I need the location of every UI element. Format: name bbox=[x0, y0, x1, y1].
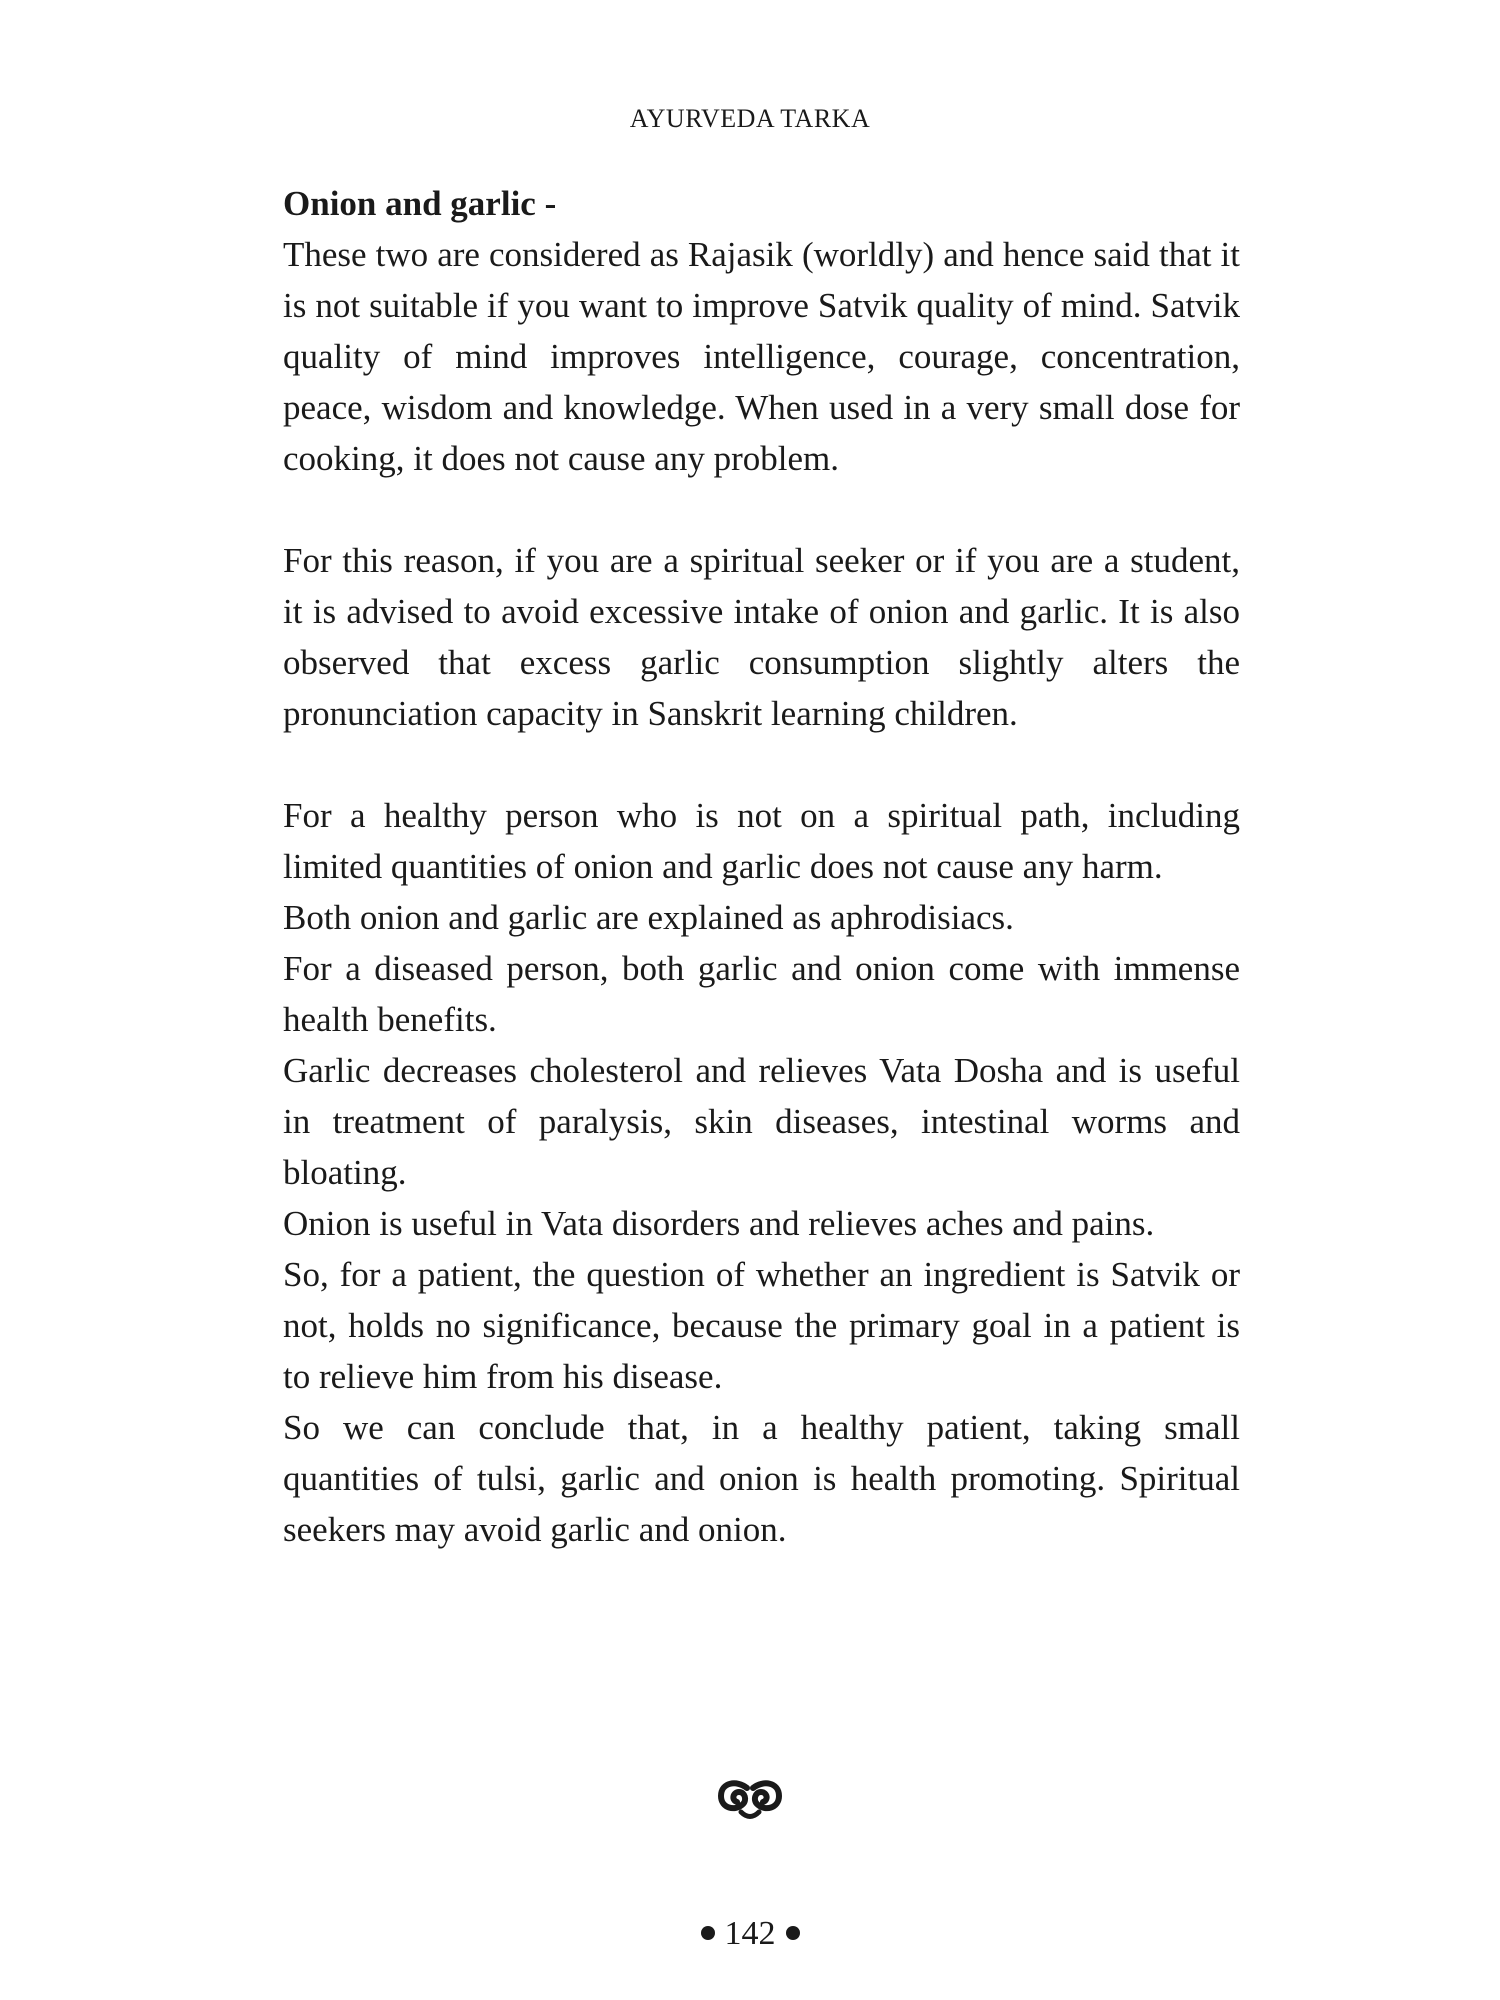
paragraph-garlic-benefits: Garlic decreases cholesterol and relieves Vata Dosha and is useful in treatment of paralysis, skin diseases, intestinal worms and bloating. bbox=[283, 1051, 1240, 1192]
paragraph-spacer bbox=[283, 484, 1240, 535]
paragraph-rajasik: These two are considered as Rajasik (worldly) and hence said that it is not suitable if you want to improve Satvik quality of mind. Satvik quality of mind improves intelligence, courage, concentration, peace, wisdom and knowledge. When used in a very small dose for cooking, it does not cause any problem. bbox=[283, 235, 1240, 478]
section-title: Onion and garlic - bbox=[283, 184, 557, 223]
bullet-icon bbox=[786, 1926, 800, 1940]
bullet-icon bbox=[701, 1926, 715, 1940]
paragraph-patient: So, for a patient, the question of whether an ingredient is Satvik or not, holds no significance, because the primary goal in a patient is to relieve him from his disease. bbox=[283, 1255, 1240, 1396]
paragraph-aphrodisiacs: Both onion and garlic are explained as aphrodisiacs. bbox=[283, 898, 1014, 937]
paragraph-diseased-person: For a diseased person, both garlic and onion come with immense health benefits. bbox=[283, 949, 1240, 1039]
paragraph-conclusion: So we can conclude that, in a healthy patient, taking small quantities of tulsi, garlic and onion is health promoting. Spiritual seekers may avoid garlic and onion. bbox=[283, 1408, 1240, 1549]
paragraph-healthy-person: For a healthy person who is not on a spiritual path, including limited quantities of onion and garlic does not cause any harm. bbox=[283, 796, 1240, 886]
paragraph-onion-benefits: Onion is useful in Vata disorders and relieves aches and pains. bbox=[283, 1204, 1155, 1243]
main-text bbox=[283, 178, 1240, 1555]
page-number bbox=[0, 1915, 1500, 1953]
end-of-section-ornament-icon bbox=[0, 1778, 1500, 1826]
running-header: AYURVEDA TARKA bbox=[629, 104, 871, 133]
paragraph-spacer bbox=[283, 739, 1240, 790]
paragraph-spiritual-seeker: For this reason, if you are a spiritual seeker or if you are a student, it is advised to avoid excessive intake of onion and garlic. It is also observed that excess garlic consumption slightly alters the pronunciation capacity in Sanskrit learning children. bbox=[283, 541, 1240, 733]
page-number-value: 142 bbox=[724, 1915, 776, 1952]
